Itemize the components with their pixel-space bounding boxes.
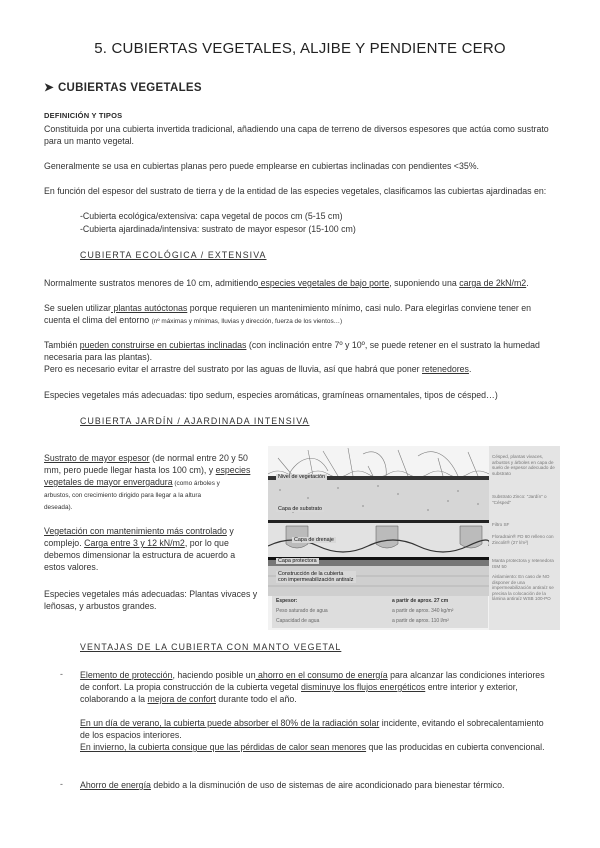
text: durante todo el año. <box>215 694 297 704</box>
text: , haciendo posible un <box>172 670 256 680</box>
text: colaborando a la <box>80 694 148 704</box>
extensive-paragraph-1 <box>44 277 529 289</box>
text: . <box>526 278 529 288</box>
advantages-heading: VENTAJAS DE LA CUBIERTA CON MANTO VEGETAL <box>80 642 342 652</box>
table-cell: Peso saturado de agua <box>276 608 328 614</box>
text-line: de los espacios interiores. <box>80 730 182 740</box>
extensive-species: Especies vegetales más adecuadas: tipo sedum, especies aromáticas, gramíneas ornamentales, tipos de césped…) <box>44 390 498 400</box>
text: Se suelen utilizar <box>44 303 111 313</box>
legend-text: Filtro SF <box>492 522 510 527</box>
text-line: debemos dimensionar la estructura de acuerdo a <box>44 550 236 560</box>
legend-text: Floradrain® FD 60 relleno con Zincolit® (27 l/m²) <box>492 534 554 545</box>
bullet-dash: - <box>60 669 63 679</box>
text: entre interior y exterior, <box>425 682 518 692</box>
text: incidente, evitando el sobrecalentamiento <box>379 718 544 728</box>
text: , suponiendo una <box>389 278 460 288</box>
page-title: 5. CUBIERTAS VEGETALES, ALJIBE Y PENDIENTE CERO <box>94 40 506 57</box>
text: (de normal entre 20 y 50 <box>149 453 248 463</box>
intro-paragraph-2: Generalmente se usa en cubiertas planas pero puede emplearse en cubiertas inclinadas con pendientes <35%. <box>44 161 479 171</box>
type-intensive: -Cubierta ajardinada/intensiva: sustrato de mayor espesor (15-100 cm) <box>80 224 356 234</box>
underlined-text: Ahorro de energía <box>80 780 151 790</box>
intro-paragraph-1 <box>44 123 549 147</box>
layer-label-drainage: Capa de drenaje <box>294 537 334 543</box>
underlined-text: retenedores <box>422 364 469 374</box>
table-cell: Espesor: <box>276 598 298 604</box>
underlined-text: Elemento de protección <box>80 670 173 680</box>
text: que las producidas en cubierta convencional. <box>366 742 545 752</box>
text: y <box>226 526 234 536</box>
intensive-paragraph-3 <box>44 588 266 612</box>
underlined-text: carga de 2kN/m2 <box>459 278 527 288</box>
text-line: Especies vegetales más adecuadas: Plantas vivaces y <box>44 589 258 599</box>
underlined-text: mejora de confort <box>147 694 216 704</box>
text: porque requieren un mantenimiento mínimo, casi nulo. Para elegirlas conviene tener en <box>187 303 532 313</box>
text: para alcanzar las condiciones interiores <box>387 670 545 680</box>
text-line: estos valores. <box>44 562 99 572</box>
underlined-text: En un día de verano, la cubierta puede absorber el 80% de la radiación solar <box>80 718 380 728</box>
legend-text: Aislamiento: En caso de NO disponer de una impermeabilización antiraíz se precisa la colocación de la lámina antiraíz WSB 100-PO <box>492 574 554 602</box>
text: cuenta el clima del entorno <box>44 315 152 325</box>
bullet-dash: - <box>60 779 63 789</box>
table-cell: a partir de aprox. 27 cm <box>392 598 449 604</box>
definition-heading: DEFINICIÓN Y TIPOS <box>44 111 123 120</box>
text-line: con impermeabilización antiraíz <box>278 577 354 583</box>
table-cell: a partir de aprox. 340 kg/m² <box>392 608 454 614</box>
text: Pero es necesario evitar el arrastre del sustrato por las aguas de lluvia, así que habrá que poner <box>44 364 422 374</box>
underlined-text: Vegetación con mantenimiento más controlado <box>44 526 227 536</box>
text: complejo. <box>44 538 85 548</box>
small-text: arbustos, con crecimiento dirigido para llegar a la altura <box>44 492 202 499</box>
figure-side-legend <box>489 446 560 630</box>
extensive-paragraph-2 <box>44 302 531 328</box>
text: , por lo que <box>184 538 229 548</box>
advantage-protection <box>80 669 580 705</box>
underlined-text: plantas autóctonas <box>111 303 188 313</box>
text: Normalmente sustratos menores de 10 cm, admitiendo <box>44 278 259 288</box>
underlined-text: especies <box>215 465 251 475</box>
underlined-text: especies vegetales de bajo porte <box>258 278 390 288</box>
text-line: Construcción de la cubierta <box>278 571 344 577</box>
text: mm, pero puede llegar hasta los 100 cm), y <box>44 465 216 475</box>
small-text: deseada). <box>44 504 73 511</box>
intensive-paragraph-2 <box>44 525 266 573</box>
legend-text: Substrato Zinco: "Jardín" o "Césped" <box>492 494 547 505</box>
underlined-text: vegetales de mayor envergadura <box>44 477 173 487</box>
text: (con inclinación entre 7º y 10º, se puede retener en el sustrato la humedad <box>246 340 540 350</box>
underlined-text: Sustrato de mayor espesor <box>44 453 150 463</box>
small-text: (nº máximas y mínimas, lluvias y dirección, fuerza de los vientos…) <box>151 318 343 325</box>
text-line: necesaria para las plantas). <box>44 352 153 362</box>
type-extensive: -Cubierta ecológica/extensiva: capa vegetal de pocos cm (5-15 cm) <box>80 211 343 221</box>
arrow-icon: ➤ <box>44 82 54 94</box>
underlined-text: disminuye los flujos energéticos <box>301 682 426 692</box>
table-cell: a partir de aprox. 110 l/m² <box>392 618 449 624</box>
text-line: Constituida por una cubierta invertida tradicional, añadiendo una capa de terreno de diversos espesores que actúa como sustrato <box>44 124 549 134</box>
text-line: para un manto vegetal. <box>44 136 134 146</box>
text: debido a la disminución de uso de sistemas de aire acondicionado para bienestar térmico. <box>150 780 505 790</box>
underlined-text: pueden construirse en cubiertas inclinadas <box>79 340 247 350</box>
advantage-energy-saving <box>80 779 580 791</box>
legend-text: Manta protectora y retenedora ISM 50 <box>492 558 554 569</box>
advantage-seasonal <box>80 717 580 753</box>
underlined-text: Carga entre 3 y 12 kN/m2 <box>84 538 185 548</box>
layer-label-protection: Capa protectora <box>278 558 317 564</box>
layer-label-substrate: Capa de substrato <box>278 506 323 512</box>
extensive-heading: CUBIERTA ECOLÓGICA / EXTENSIVA <box>80 250 267 260</box>
section-heading <box>44 80 202 94</box>
intro-paragraph-3: En función del espesor del sustrato de tierra y de la entidad de las especies vegetales, clasificamos las cubiertas ajardinadas en: <box>44 186 547 196</box>
text: También <box>44 340 80 350</box>
section-heading-text: CUBIERTAS VEGETALES <box>57 82 202 94</box>
underlined-text: ahorro en el consumo de energía <box>255 670 388 680</box>
figure-properties-table <box>272 596 488 628</box>
legend-text: Césped, plantas vivaces, arbustos y árboles en capa de suelo de espesor adecuado de substrato <box>492 454 555 476</box>
table-cell: Capacidad de agua <box>276 618 320 624</box>
extensive-paragraph-3 <box>44 339 540 375</box>
intensive-paragraph-1 <box>44 452 266 514</box>
green-roof-section-figure <box>268 446 560 630</box>
small-text: (como árboles y <box>172 480 220 487</box>
layer-label-construction <box>276 571 356 583</box>
intensive-heading: CUBIERTA JARDÍN / AJARDINADA INTENSIVA <box>80 416 310 426</box>
text: . <box>468 364 472 374</box>
text: de confort. La propia construcción de la cubierta vegetal <box>80 682 302 692</box>
text-line: leñosas, y arbustos grandes. <box>44 601 157 611</box>
layer-label-vegetation: Nivel de vegetación <box>278 474 326 480</box>
underlined-text: En invierno, la cubierta consigue que las pérdidas de calor sean menores <box>80 742 367 752</box>
